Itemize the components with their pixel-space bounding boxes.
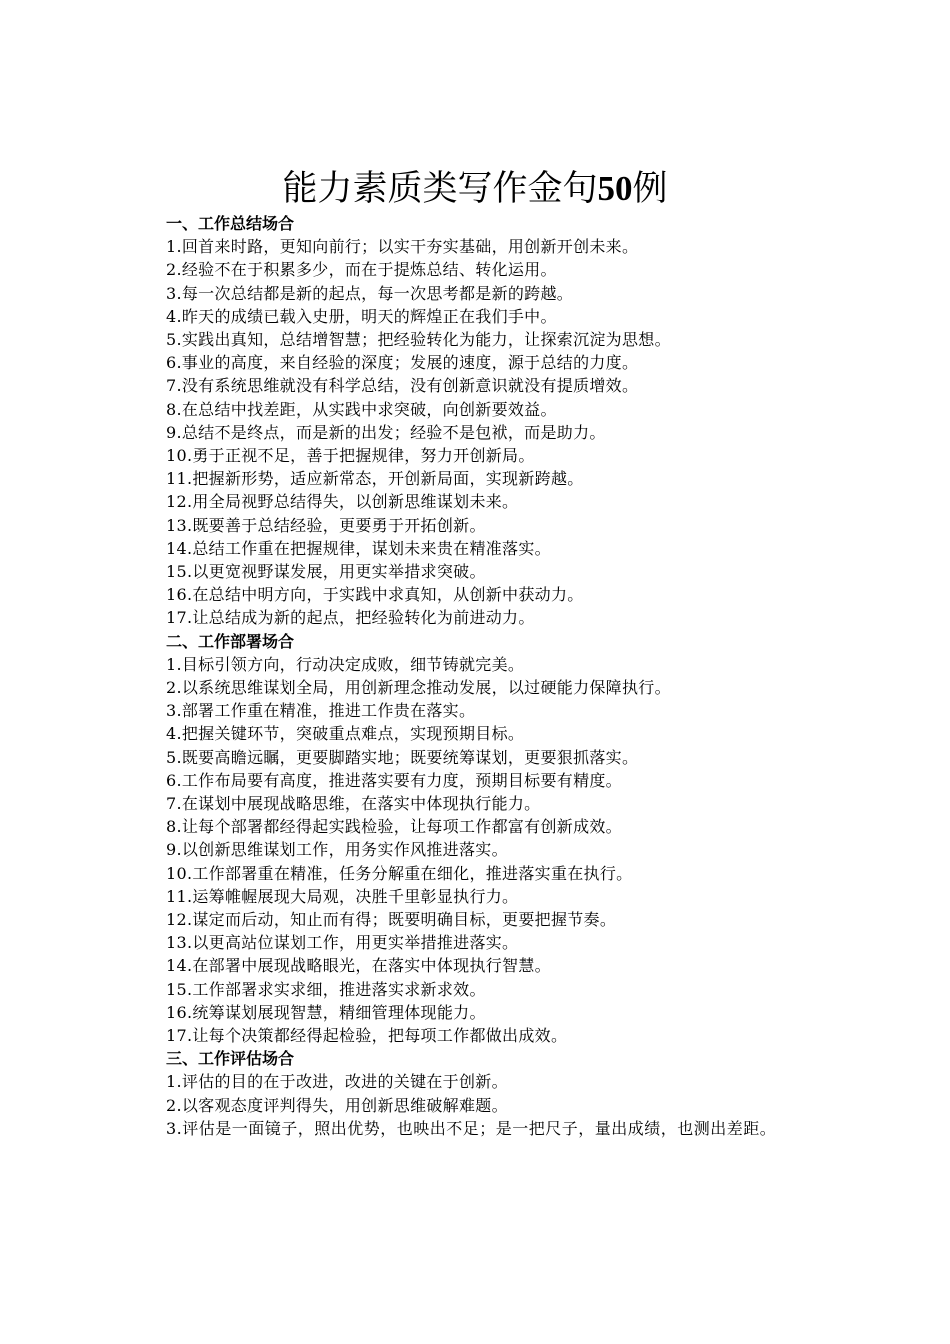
list-item: 16.在总结中明方向，于实践中求真知，从创新中获动力。: [166, 585, 584, 605]
list-item: 2.以系统思维谋划全局，用创新理念推动发展，以过硬能力保障执行。: [166, 678, 671, 698]
list-item: 1.评估的目的在于改进，改进的关键在于创新。: [166, 1072, 508, 1092]
list-item: 2.经验不在于积累多少，而在于提炼总结、转化运用。: [166, 260, 557, 280]
list-item: 13.既要善于总结经验，更要勇于开拓创新。: [166, 515, 486, 535]
list-item: 7.没有系统思维就没有科学总结，没有创新意识就没有提质增效。: [166, 376, 639, 396]
list-item: 14.在部署中展现战略眼光，在落实中体现执行智慧。: [166, 956, 551, 976]
list-item: 1.目标引领方向，行动决定成败，细节铸就完美。: [166, 654, 525, 674]
list-item: 12.谋定而后动，知止而有得；既要明确目标，更要把握节奏。: [166, 910, 617, 930]
list-item: 9.以创新思维谋划工作，用务实作风推进落实。: [166, 840, 508, 860]
section-heading-summary: 一、工作总结场合: [166, 214, 295, 233]
section-heading-deployment: 二、工作部署场合: [166, 631, 295, 651]
list-item: 3.评估是一面镜子，照出优势，也映出不足；是一把尺子，量出成绩，也测出差距。: [166, 1118, 777, 1138]
list-item: 7.在谋划中展现战略思维，在落实中体现执行能力。: [166, 794, 541, 814]
list-item: 6.工作布局要有高度，推进落实要有力度，预期目标要有精度。: [166, 770, 622, 790]
title-number: 50: [597, 169, 633, 208]
list-item: 8.让每个部署都经得起实践检验，让每项工作都富有创新成效。: [166, 817, 622, 837]
list-item: 15.以更宽视野谋发展，用更实举措求突破。: [166, 562, 486, 582]
list-item: 1.回首来时路，更知向前行；以实干夯实基础，用创新开创未来。: [166, 237, 639, 257]
list-item: 14.总结工作重在把握规律，谋划未来贵在精准落实。: [166, 538, 551, 558]
list-item: 4.昨天的成绩已载入史册，明天的辉煌正在我们手中。: [166, 306, 557, 326]
list-item: 3.部署工作重在精准，推进工作贵在落实。: [166, 701, 476, 721]
list-item: 8.在总结中找差距，从实践中求突破，向创新要效益。: [166, 399, 557, 419]
list-item: 10.勇于正视不足，善于把握规律，努力开创新局。: [166, 446, 535, 466]
title-suffix: 例: [632, 169, 668, 209]
list-item: 2.以客观态度评判得失，用创新思维破解难题。: [166, 1095, 508, 1115]
list-item: 6.事业的高度，来自经验的深度；发展的速度，源于总结的力度。: [166, 353, 639, 373]
document-body: [118, 212, 833, 1140]
list-item: 9.总结不是终点，而是新的出发；经验不是包袱，而是助力。: [166, 422, 606, 442]
document-title: [0, 166, 950, 212]
list-item: 13.以更高站位谋划工作，用更实举措推进落实。: [166, 933, 519, 953]
list-item: 11.运筹帷幄展现大局观，决胜千里彰显执行力。: [166, 886, 519, 906]
list-item: 4.把握关键环节，突破重点难点，实现预期目标。: [166, 724, 525, 744]
section-heading-evaluation: 三、工作评估场合: [166, 1049, 295, 1069]
list-item: 17.让每个决策都经得起检验，把每项工作都做出成效。: [166, 1026, 568, 1046]
list-item: 12.用全局视野总结得失，以创新思维谋划未来。: [166, 492, 519, 512]
title-main: 能力素质类写作金句: [282, 169, 598, 209]
list-item: 5.实践出真知，总结增智慧；把经验转化为能力，让探索沉淀为思想。: [166, 330, 671, 349]
list-item: 16.统筹谋划展现智慧，精细管理体现能力。: [166, 1002, 486, 1022]
list-item: 5.既要高瞻远瞩，更要脚踏实地；既要统筹谋划，更要狠抓落实。: [166, 747, 639, 767]
list-item: 15.工作部署求实求细，推进落实求新求效。: [166, 979, 486, 999]
list-item: 11.把握新形势，适应新常态，开创新局面，实现新跨越。: [166, 469, 584, 489]
list-item: 17.让总结成为新的起点，把经验转化为前进动力。: [166, 608, 535, 628]
list-item: 3.每一次总结都是新的起点，每一次思考都是新的跨越。: [166, 283, 574, 303]
list-item: 10.工作部署重在精准，任务分解重在细化，推进落实重在执行。: [166, 863, 633, 883]
